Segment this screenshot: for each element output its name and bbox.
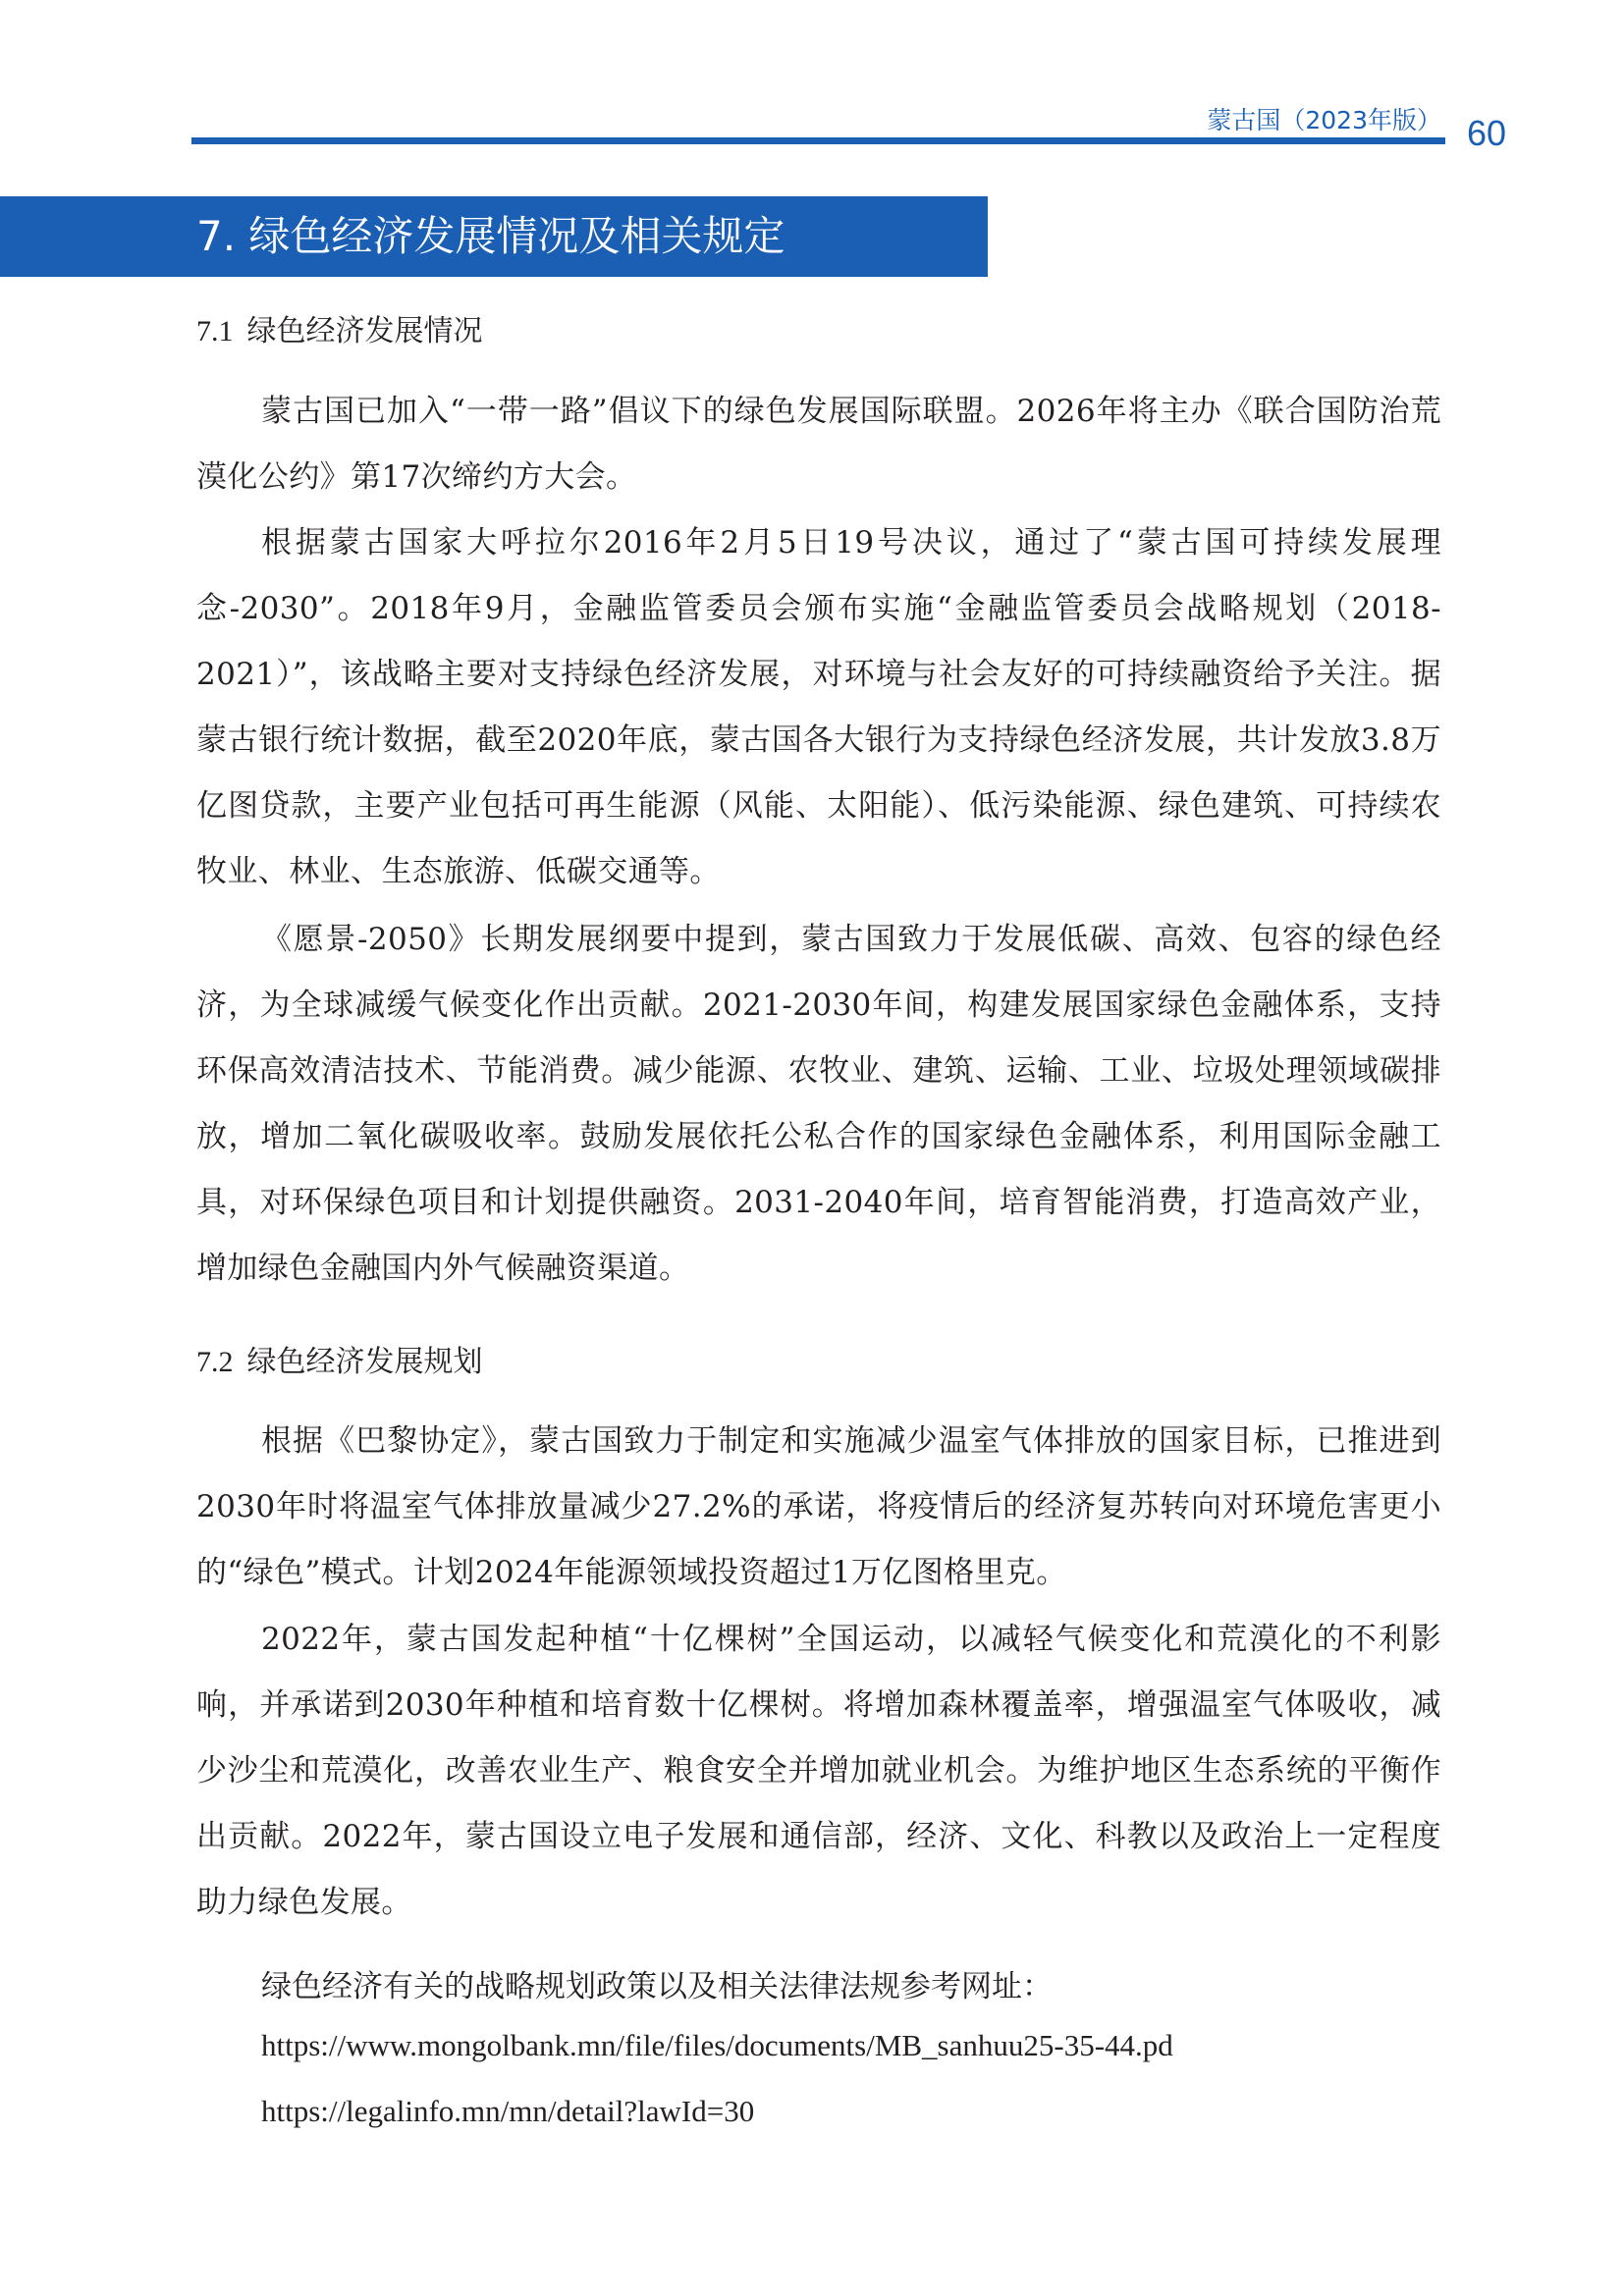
section-title: 绿色经济发展情况 <box>246 314 483 348</box>
reference-link[interactable]: https://www.mongolbank.mn/file/files/documents/MB_sanhuu25-35-44.pd <box>261 2028 1173 2062</box>
paragraph: 根据蒙古国家大呼拉尔2016年2月5日19号决议，通过了“蒙古国可持续发展理念-2030”。2018年9月，金融监管委员会颁布实施“金融监管委员会战略规划（2018-2021）”，该战略主要对支持绿色经济发展，对环境与社会友好的可持续融资给予关注。据蒙古银行统计数据，截至2020年底，蒙古国各大银行为支持绿色经济发展，共计发放3.8万亿图贷款，主要产业包括可再生能源（风能、太阳能）、低污染能源、绿色建筑、可持续农牧业、林业、生态旅游、低碳交通等。 <box>196 525 1441 889</box>
paragraph: 根据《巴黎协定》，蒙古国致力于制定和实施减少温室气体排放的国家目标，已推进到2030年时将温室气体排放量减少27.2%的承诺，将疫情后的经济复苏转向对环境危害更小的“绿色”模式。计划2024年能源领域投资超过1万亿图格里克。 <box>196 1423 1441 1590</box>
reference-link[interactable]: https://legalinfo.mn/mn/detail?lawId=30 <box>261 2094 755 2128</box>
paragraph: 《愿景-2050》长期发展纲要中提到，蒙古国致力于发展低碳、高效、包容的绿色经济，为全球减缓气候变化作出贡献。2021-2030年间，构建发展国家绿色金融体系，支持环保高效清洁技术、节能消费。减少能源、农牧业、建筑、运输、工业、垃圾处理领域碳排放，增加二氧化碳吸收率。鼓励发展依托公私合作的国家绿色金融体系，利用国际金融工具，对环保绿色项目和计划提供融资。2031-2040年间，培育智能消费，打造高效产业，增加绿色金融国内外气候融资渠道。 <box>196 922 1441 1286</box>
references-intro: 绿色经济有关的战略规划政策以及相关法律法规参考网址： <box>261 1969 1053 2004</box>
section-title: 绿色经济发展规划 <box>246 1345 483 1379</box>
chapter-banner: 7. 绿色经济发展情况及相关规定 <box>0 196 988 277</box>
section-heading-7-1 <box>196 306 483 349</box>
section-heading-7-2 <box>196 1337 483 1380</box>
paragraph: 2022年，蒙古国发起种植“十亿棵树”全国运动，以减轻气候变化和荒漠化的不利影响，并承诺到2030年种植和培育数十亿棵树。将增加森林覆盖率，增强温室气体吸收，减少沙尘和荒漠化，改善农业生产、粮食安全并增加就业机会。为维护地区生态系统的平衡作出贡献。2022年，蒙古国设立电子发展和通信部，经济、文化、科教以及政治上一定程度助力绿色发展。 <box>196 1622 1441 1920</box>
page-number: 60 <box>1467 113 1507 153</box>
paragraph: 蒙古国已加入“一带一路”倡议下的绿色发展国际联盟。2026年将主办《联合国防治荒漠化公约》第17次缔约方大会。 <box>196 394 1441 495</box>
header-rule <box>191 137 1445 144</box>
page-header-label: 蒙古国（2023年版） <box>1207 106 1441 134</box>
section-number: 7.2 <box>196 1346 234 1378</box>
section-number: 7.1 <box>196 315 234 347</box>
